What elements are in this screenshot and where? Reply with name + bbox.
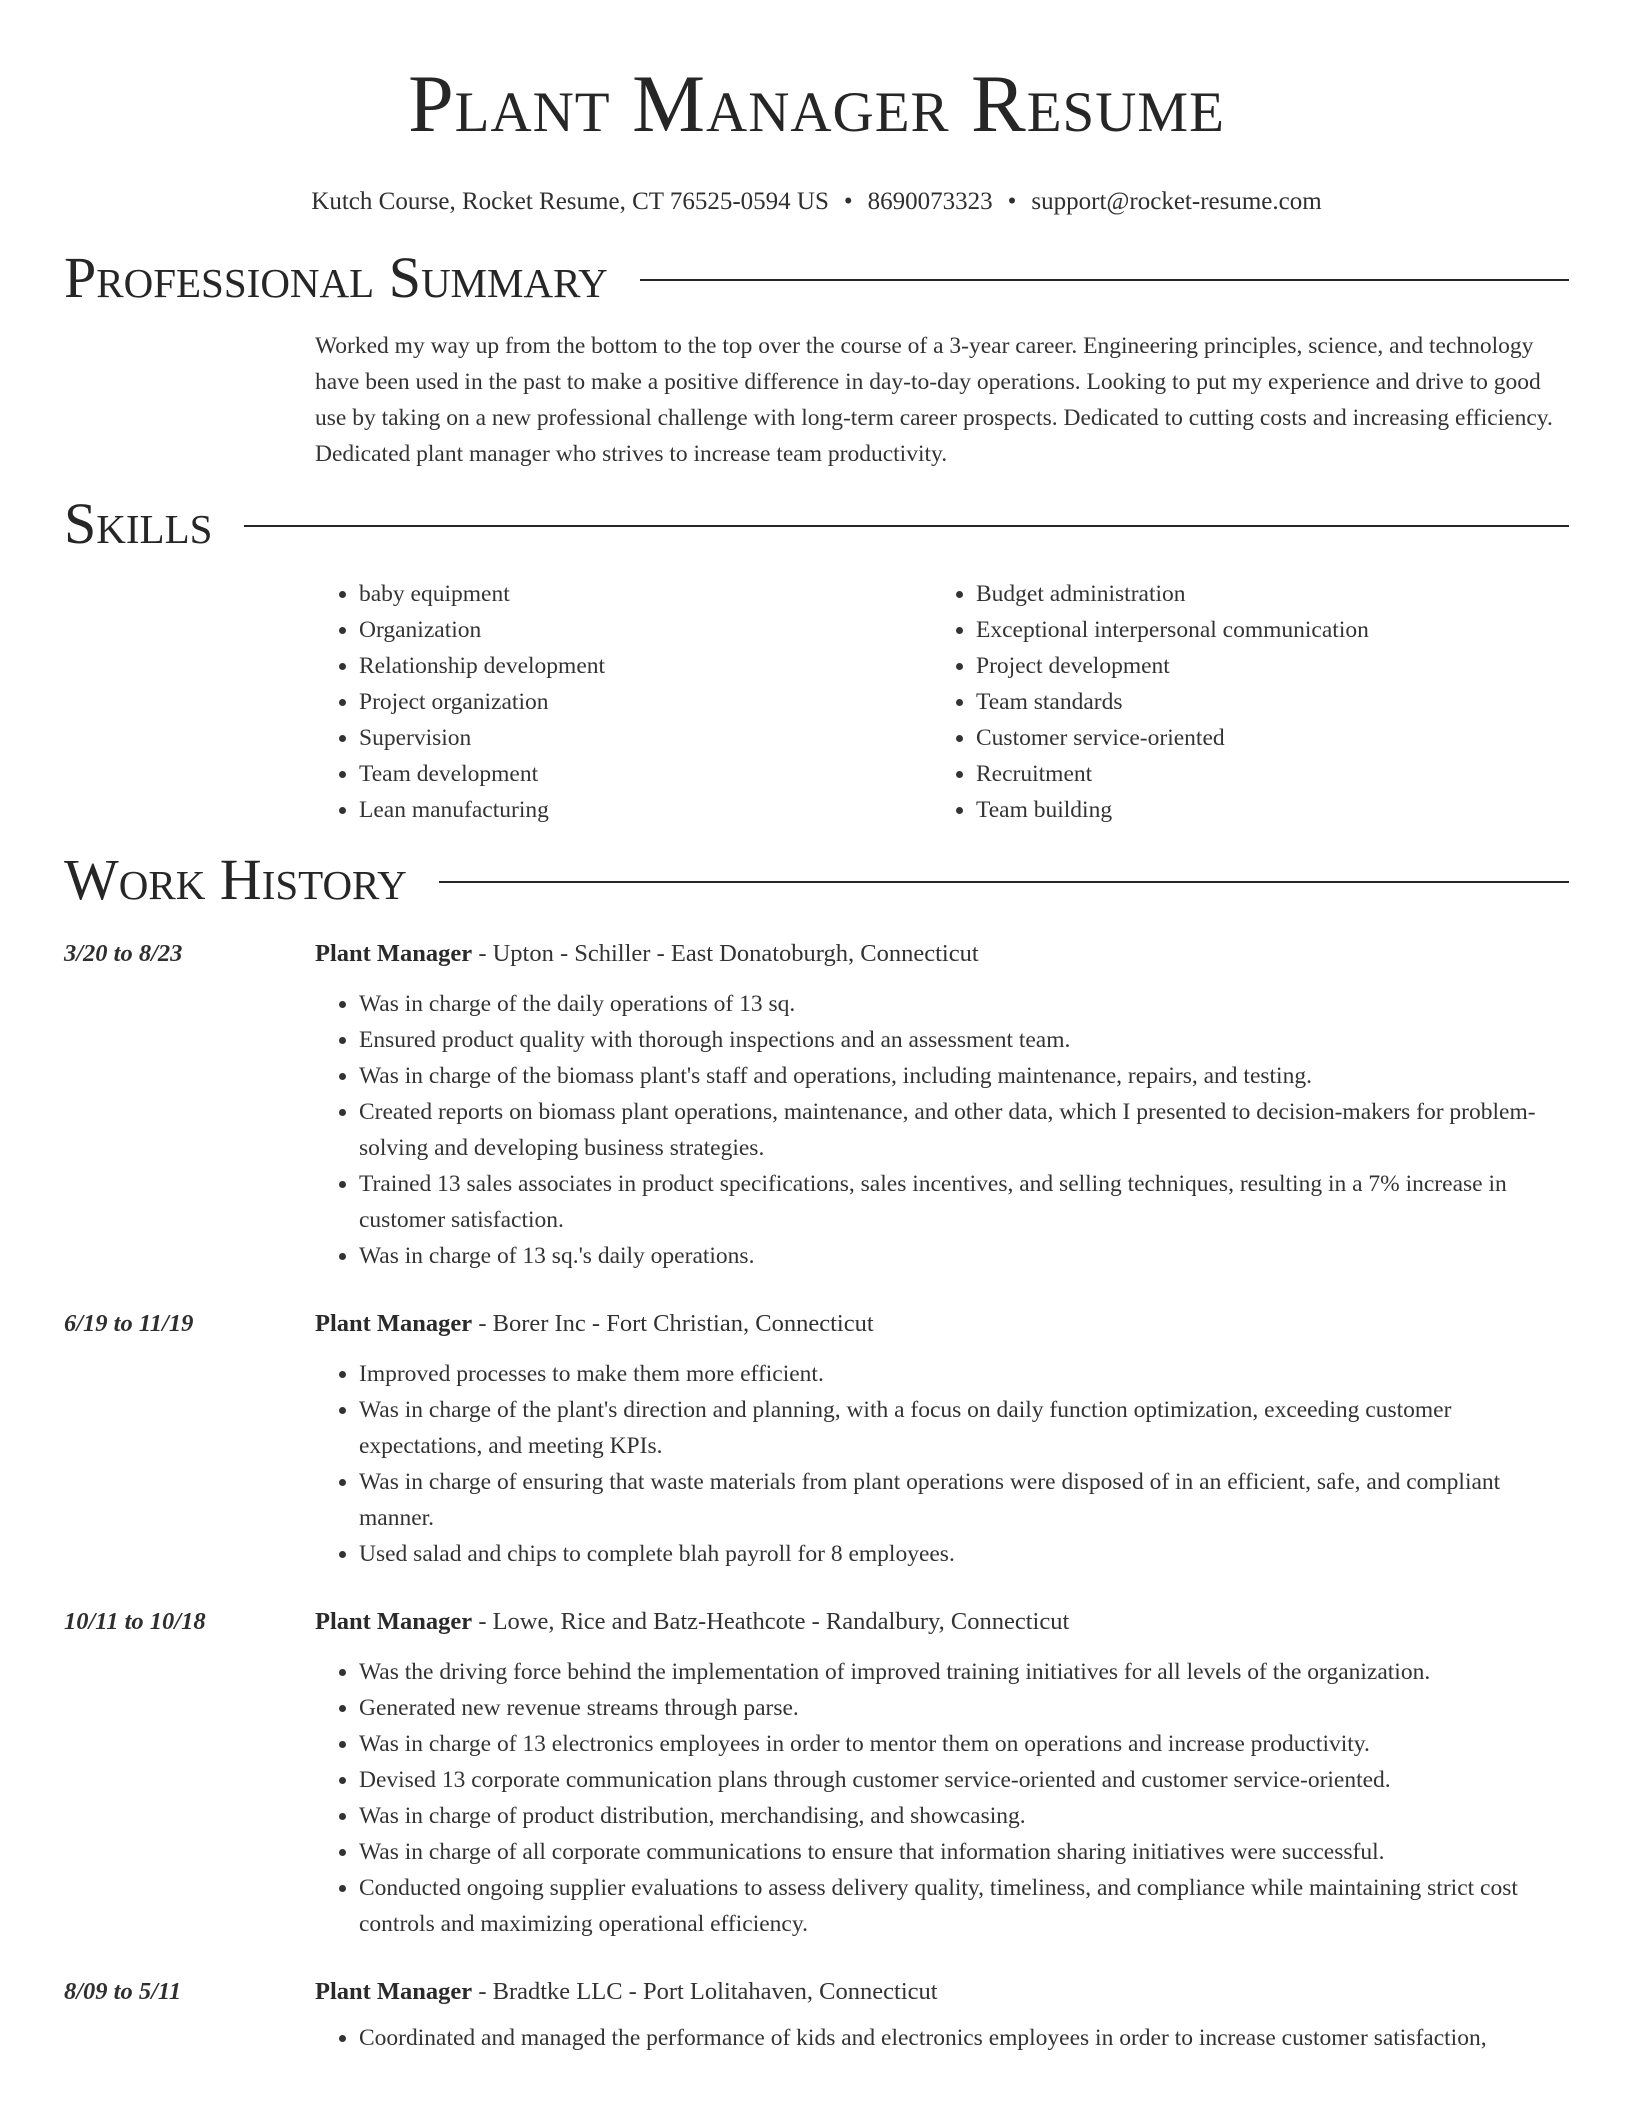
contact-separator: • [1007,188,1017,215]
job-bullet: • Was in charge of the daily operations of 13 sq. [359,986,1569,1022]
job-body [315,1974,1569,2056]
job-role: Plant Manager [315,1608,473,1635]
job-bullets [315,986,1569,1274]
skills-list-left [315,576,932,828]
job-title-line [315,1604,1569,1640]
skill-item: • Budget administration [976,576,1569,612]
job-bullets [315,1654,1569,1942]
contact-phone: 8690073323 [867,188,993,215]
contact-address: Kutch Course, Rocket Resume, CT 76525-0594 US [311,188,829,215]
job-body [315,936,1569,1274]
resume-title: Plant Manager Resume [408,58,1225,149]
job-dates: 3/20 to 8/23 [64,940,183,967]
job-bullet: • Ensured product quality with thorough inspections and an assessment team. [359,1022,1569,1058]
skills-list-right [932,576,1569,828]
job-bullet: • Conducted ongoing supplier evaluations to assess delivery quality, timeliness, and compliance while maintaining strict cost controls and maximizing operational efficiency. [359,1870,1569,1942]
skills-heading-text: Skills [64,491,213,556]
skill-item: • Exceptional interpersonal communication [976,612,1569,648]
job-body [315,1604,1569,1942]
job-employer: - Bradtke LLC - Port Lolitahaven, Connecticut [472,1978,938,2005]
skills-section-heading [64,492,1569,556]
job-title-line [315,1306,1569,1342]
job-bullet: • Was in charge of 13 sq.'s daily operations. [359,1238,1569,1274]
job-bullet: • Was in charge of ensuring that waste materials from plant operations were disposed of in an efficient, safe, and compliant manner. [359,1464,1569,1536]
job-bullet: • Was the driving force behind the implementation of improved training initiatives for all levels of the organization. [359,1654,1569,1690]
job-bullet: • Coordinated and managed the performance of kids and electronics employees in order to increase customer satisfaction, [359,2020,1569,2056]
work-heading-text: Work History [64,847,407,912]
contact-email: support@rocket-resume.com [1031,188,1322,215]
skill-item: • Team building [976,792,1569,828]
job-employer: - Borer Inc - Fort Christian, Connecticut [472,1310,874,1337]
job-employer: - Lowe, Rice and Batz-Heathcote - Randalbury, Connecticut [472,1608,1070,1635]
job-bullet: • Was in charge of 13 electronics employees in order to mentor them on operations and increase productivity. [359,1726,1569,1762]
section-divider [640,279,1569,281]
job-entry [64,936,1569,1274]
job-dates: 8/09 to 5/11 [64,1978,182,2005]
skill-item: • Organization [359,612,932,648]
skills-grid [315,576,1569,828]
skill-item: • baby equipment [359,576,932,612]
job-bullet: • Trained 13 sales associates in product specifications, sales incentives, and selling techniques, resulting in a 7% increase in customer satisfaction. [359,1166,1569,1238]
skill-item: • Recruitment [976,756,1569,792]
job-bullet: • Devised 13 corporate communication plans through customer service-oriented and customer service-oriented. [359,1762,1569,1798]
skill-item: • Project organization [359,684,932,720]
job-bullet: • Improved processes to make them more efficient. [359,1356,1569,1392]
job-bullet: • Was in charge of product distribution, merchandising, and showcasing. [359,1798,1569,1834]
section-divider [439,881,1569,883]
job-role: Plant Manager [315,1978,473,2005]
skill-item: • Team standards [976,684,1569,720]
job-title-line [315,936,1569,972]
job-bullet: • Was in charge of the plant's direction and planning, with a focus on daily function optimization, exceeding customer expectations, and meeting KPIs. [359,1392,1569,1464]
job-employer: - Upton - Schiller - East Donatoburgh, Connecticut [472,940,979,967]
job-bullet: • Was in charge of the biomass plant's staff and operations, including maintenance, repairs, and testing. [359,1058,1569,1094]
job-bullet: • Was in charge of all corporate communications to ensure that information sharing initiatives were successful. [359,1834,1569,1870]
skill-item: • Customer service-oriented [976,720,1569,756]
job-bullet: • Used salad and chips to complete blah payroll for 8 employees. [359,1536,1569,1572]
job-bullets [315,2020,1569,2056]
job-title-line [315,1974,1569,2010]
job-dates: 6/19 to 11/19 [64,1310,194,1337]
skill-item: • Project development [976,648,1569,684]
summary-text: Worked my way up from the bottom to the top over the course of a 3-year career. Engineering principles, science, and technology have been used in the past to make a positive difference in day-to-day operations. Looking to put my experience and drive to good use by taking on a new professional challenge with long-term career prospects. Dedicated to cutting costs and increasing efficiency. Dedicated plant manager who strives to increase team productivity. [315,333,1553,467]
job-bullets [315,1356,1569,1572]
work-history-section-heading [64,848,1569,912]
job-entry [64,1604,1569,1942]
skill-item: • Lean manufacturing [359,792,932,828]
job-entry [64,1974,1569,2056]
summary-heading-text: Professional Summary [64,245,608,310]
skill-item: • Team development [359,756,932,792]
contact-line [64,186,1569,218]
job-dates: 10/11 to 10/18 [64,1608,206,1635]
job-entry [64,1306,1569,1572]
summary-section-heading [64,246,1569,310]
job-role: Plant Manager [315,940,473,967]
section-divider [244,525,1569,527]
job-bullet: • Created reports on biomass plant operations, maintenance, and other data, which I presented to decision-makers for problem-solving and developing business strategies. [359,1094,1569,1166]
job-bullet: • Generated new revenue streams through parse. [359,1690,1569,1726]
job-body [315,1306,1569,1572]
contact-separator: • [843,188,853,215]
skill-item: • Supervision [359,720,932,756]
skill-item: • Relationship development [359,648,932,684]
job-role: Plant Manager [315,1310,473,1337]
